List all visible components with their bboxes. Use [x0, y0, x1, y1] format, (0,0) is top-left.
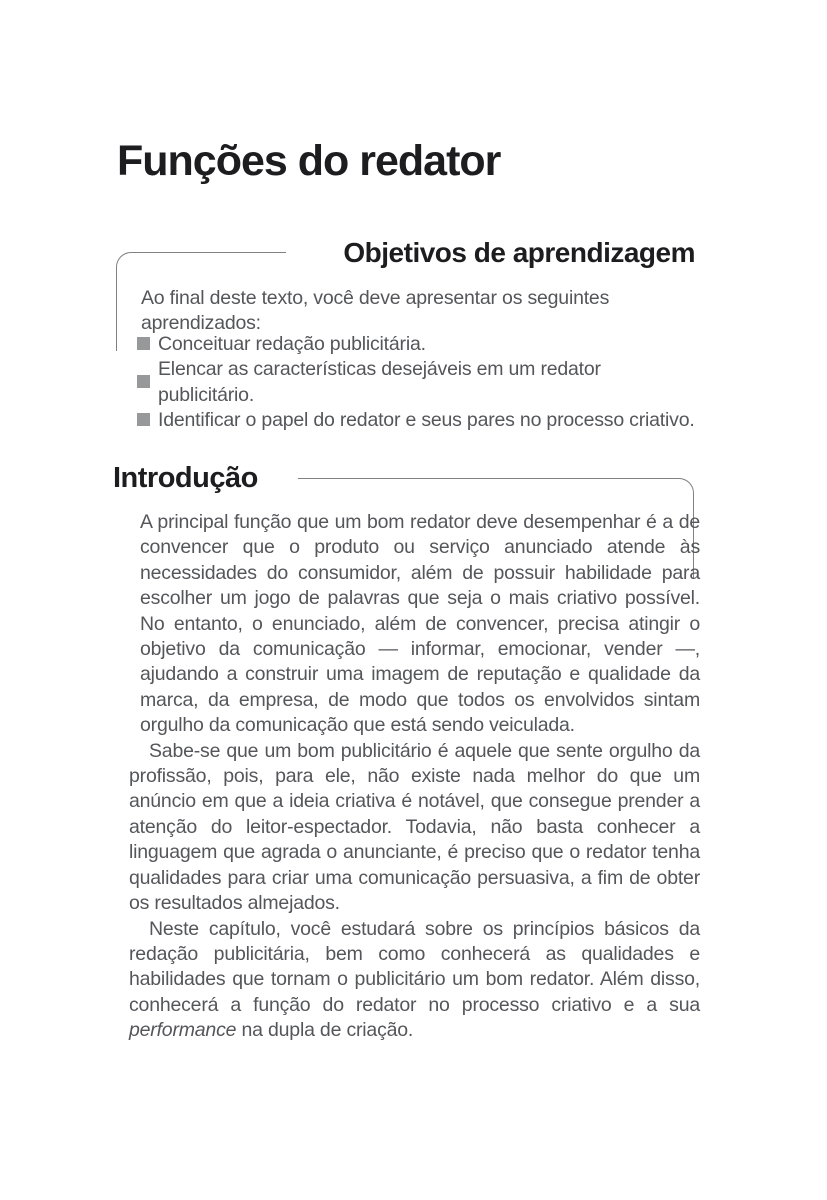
italic-term: performance	[129, 1019, 237, 1042]
square-bullet-icon	[137, 337, 150, 350]
objectives-intro-text: Ao final deste texto, você deve apresentar os seguintes aprendizados:	[141, 287, 610, 335]
introduction-section	[113, 461, 700, 1042]
list-item	[137, 332, 695, 357]
paragraph-text: Neste capítulo, você estudará sobre os princípios básicos da redação publicitária, bem como conhecerá as qualidades e habilidades que tornam o publicitário um bom redator. Além disso, conhecerá a função do redator no processo criativo e a sua	[129, 917, 700, 1016]
list-item	[137, 357, 695, 408]
objectives-heading: Objetivos de aprendizagem	[343, 237, 695, 268]
list-item-text: Identificar o papel do redator e seus pares no processo criativo.	[158, 409, 695, 432]
introduction-body	[129, 510, 700, 1044]
paragraph-3	[129, 917, 700, 1044]
square-bullet-icon	[137, 375, 150, 388]
list-item-text: Conceituar redação publicitária.	[158, 333, 426, 355]
paragraph-text: na dupla de criação.	[236, 1019, 414, 1042]
list-item-text: Elencar as características desejáveis em um redator publicitário.	[158, 358, 601, 406]
objectives-list	[137, 332, 695, 434]
paragraph-1: A principal função que um bom redator deve desempenhar é a de convencer que o produto ou serviço anunciado atende às necessidades do consumidor, além de possuir habilidade para escolher um jogo de palavras que seja o mais criativo possível. No entanto, o enunciado, além de convencer, precisa atingir o objetivo da comunicação — informar, emocionar, vender —, ajudando a construir uma imagem de reputação e qualidade da marca, da empresa, de modo que todos os envolvidos sintam orgulho da comunicação que está sendo veiculada.	[140, 511, 700, 737]
paragraph-2: Sabe-se que um bom publicitário é aquele que sente orgulho da profissão, pois, para ele, não existe nada melhor do que um anúncio em que a ideia criativa é notável, que consegue prender a atenção do leitor-espectador. Todavia, não basta conhecer a linguagem que agrada o anunciante, é preciso que o redator tenha qualidades para criar uma comunicação persuasiva, a fim de obter os resultados almejados.	[129, 739, 700, 915]
square-bullet-icon	[137, 413, 150, 426]
list-item	[137, 408, 695, 433]
page-title: Funções do redator	[117, 137, 501, 185]
introduction-heading: Introdução	[113, 462, 258, 494]
objectives-box	[116, 236, 695, 432]
